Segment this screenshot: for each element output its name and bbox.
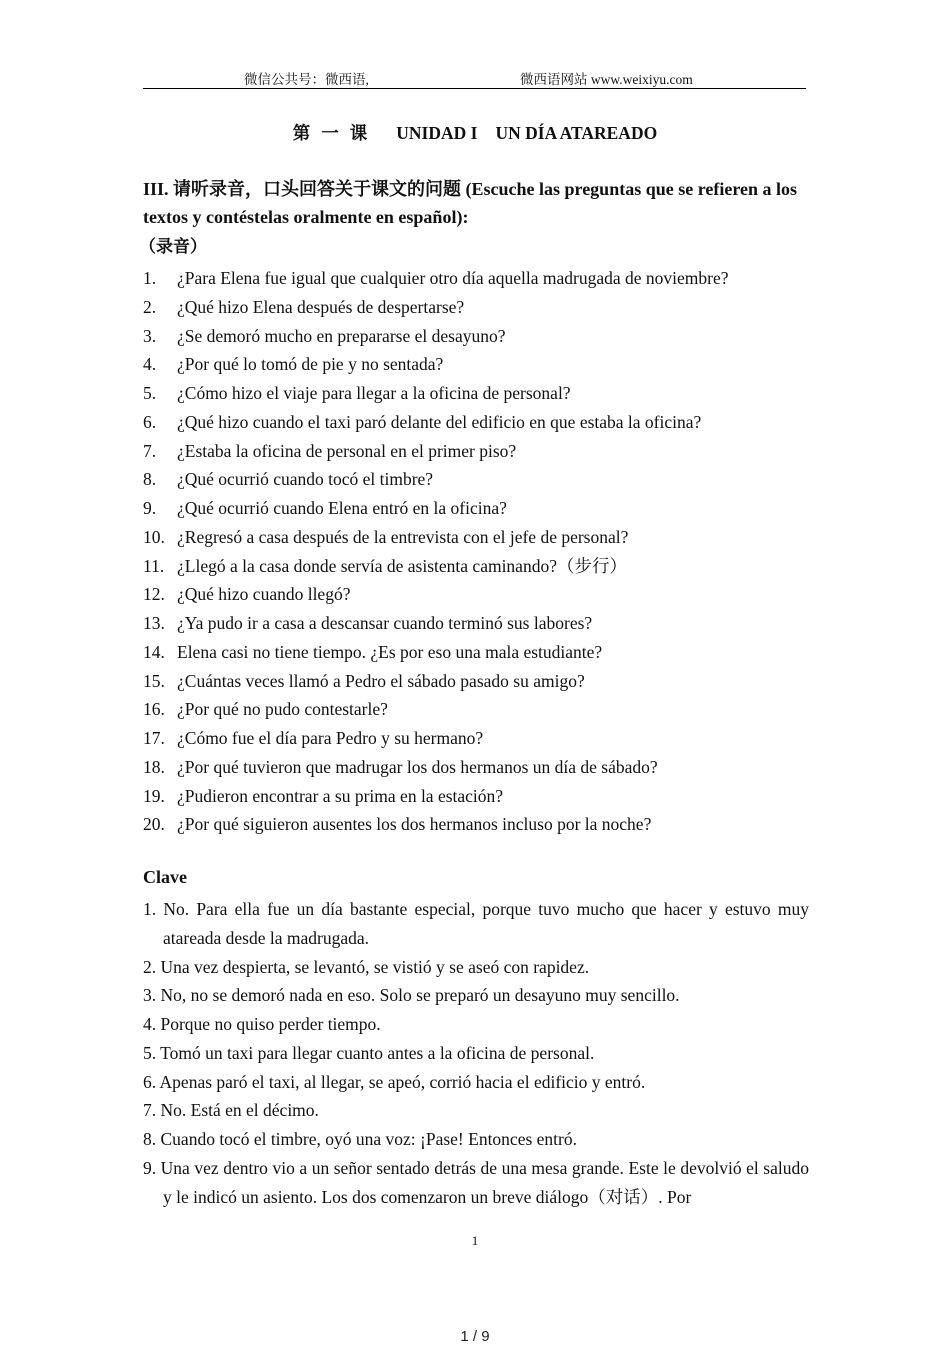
question-number: 3. xyxy=(143,325,157,346)
page-header xyxy=(143,66,806,89)
question-item xyxy=(143,465,809,494)
question-item xyxy=(143,695,809,724)
question-number: 12. xyxy=(143,584,165,605)
lesson-title-cn: 第一课 xyxy=(292,123,379,143)
answer-item: 1. No. Para ella fue un día bastante especial, porque tuvo mucho que hacer y estuvo muy atareada desde la madrugada. xyxy=(143,899,809,948)
question-text: ¿Por qué siguieron ausentes los dos hermanos incluso por la noche? xyxy=(177,814,652,835)
question-number: 1. xyxy=(143,268,157,288)
question-number: 7. xyxy=(143,440,157,461)
question-item xyxy=(143,408,809,437)
answer-item: 4. Porque no quiso perder tiempo. xyxy=(143,1014,381,1034)
answer-item: 3. No, no se demoró nada en eso. Solo se preparó un desayuno muy sencillo. xyxy=(143,985,680,1006)
question-text: ¿Pudieron encontrar a su prima en la estación? xyxy=(177,785,504,806)
question-item xyxy=(143,350,809,379)
question-item xyxy=(143,437,809,466)
question-text: ¿Estaba la oficina de personal en el primer piso? xyxy=(177,440,517,461)
lesson-title xyxy=(0,120,950,145)
question-text: ¿Qué hizo Elena después de despertarse? xyxy=(177,296,465,317)
question-item xyxy=(143,264,809,293)
question-item xyxy=(143,379,809,408)
question-number: 17. xyxy=(143,728,165,748)
answer-item: 9. Una vez dentro vio a un señor sentado detrás de una mesa grande. Este le devolvió el saludo y le indicó un asiento. Los dos comenzaron un breve diálogo（对话）. Por xyxy=(143,1157,809,1207)
answer-item: 7. No. Está en el décimo. xyxy=(143,1100,319,1121)
question-item xyxy=(143,782,809,811)
question-text: ¿Cómo hizo el viaje para llegar a la oficina de personal? xyxy=(177,383,571,403)
question-number: 9. xyxy=(143,498,157,518)
lesson-title-unit: UNIDAD I xyxy=(396,123,478,143)
question-text: ¿Qué ocurrió cuando tocó el timbre? xyxy=(177,469,434,490)
question-number: 19. xyxy=(143,785,165,806)
question-text: ¿Para Elena fue igual que cualquier otro día aquella madrugada de noviembre? xyxy=(177,268,729,288)
question-number: 8. xyxy=(143,469,157,490)
question-number: 13. xyxy=(143,613,165,633)
question-number: 18. xyxy=(143,756,165,777)
question-number: 15. xyxy=(143,670,165,691)
question-item xyxy=(143,552,809,581)
question-item xyxy=(143,638,809,667)
section-heading: III. 请听录音，口头回答关于课文的问题 (Escuche las preguntas que se refieren a los textos y contéstelas oralmente en español): xyxy=(143,179,798,227)
question-list xyxy=(143,264,809,839)
question-number: 14. xyxy=(143,641,165,662)
question-number: 2. xyxy=(143,296,157,317)
header-website: 微西语网站 www.weixiyu.com xyxy=(520,72,693,87)
question-number: 10. xyxy=(143,526,165,547)
question-number: 6. xyxy=(143,411,157,432)
question-number: 11. xyxy=(143,555,165,576)
question-item xyxy=(143,753,809,782)
answer-item: 2. Una vez despierta, se levantó, se vistió y se aseó con rapidez. xyxy=(143,956,590,977)
question-text: Elena casi no tiene tiempo. ¿Es por eso una mala estudiante? xyxy=(177,641,603,662)
recording-label: （录音） xyxy=(139,237,207,256)
header-wechat: 微信公共号：微西语, xyxy=(244,72,369,87)
question-text: ¿Por qué lo tomó de pie y no sentada? xyxy=(177,354,444,375)
question-item xyxy=(143,810,809,839)
page-number: 1 xyxy=(471,1233,479,1248)
page-count-indicator: 1 / 9 xyxy=(460,1328,490,1345)
question-item xyxy=(143,667,809,696)
lesson-title-name: UN DÍA ATAREADO xyxy=(495,123,658,143)
question-number: 5. xyxy=(143,383,157,403)
question-text: ¿Cómo fue el día para Pedro y su hermano? xyxy=(177,728,484,748)
question-text: ¿Por qué no pudo contestarle? xyxy=(177,699,388,720)
question-item xyxy=(143,322,809,351)
answer-item: 6. Apenas paró el taxi, al llegar, se apeó, corrió hacia el edificio y entró. xyxy=(143,1071,646,1092)
clave-heading: Clave xyxy=(143,867,187,887)
question-item xyxy=(143,609,809,638)
question-number: 16. xyxy=(143,699,165,720)
question-text: ¿Regresó a casa después de la entrevista con el jefe de personal? xyxy=(177,526,629,547)
question-item xyxy=(143,724,809,753)
question-text: ¿Qué hizo cuando el taxi paró delante del edificio en que estaba la oficina? xyxy=(177,411,702,432)
question-text: ¿Llegó a la casa donde servía de asistenta caminando?（步行） xyxy=(177,555,627,576)
question-text: ¿Qué ocurrió cuando Elena entró en la oficina? xyxy=(177,498,507,518)
question-text: ¿Cuántas veces llamó a Pedro el sábado pasado su amigo? xyxy=(177,670,585,691)
question-text: ¿Por qué tuvieron que madrugar los dos hermanos un día de sábado? xyxy=(177,756,658,777)
question-item xyxy=(143,580,809,609)
answer-list xyxy=(143,895,809,1211)
answer-item: 5. Tomó un taxi para llegar cuanto antes a la oficina de personal. xyxy=(143,1042,595,1063)
answer-item: 8. Cuando tocó el timbre, oyó una voz: ¡Pase! Entonces entró. xyxy=(143,1129,577,1149)
question-number: 20. xyxy=(143,814,165,835)
question-text: ¿Se demoró mucho en prepararse el desayuno? xyxy=(177,325,506,346)
question-item xyxy=(143,523,809,552)
question-item xyxy=(143,293,809,322)
question-item xyxy=(143,494,809,523)
question-number: 4. xyxy=(143,354,157,375)
question-text: ¿Ya pudo ir a casa a descansar cuando terminó sus labores? xyxy=(177,613,593,633)
question-text: ¿Qué hizo cuando llegó? xyxy=(177,584,351,605)
